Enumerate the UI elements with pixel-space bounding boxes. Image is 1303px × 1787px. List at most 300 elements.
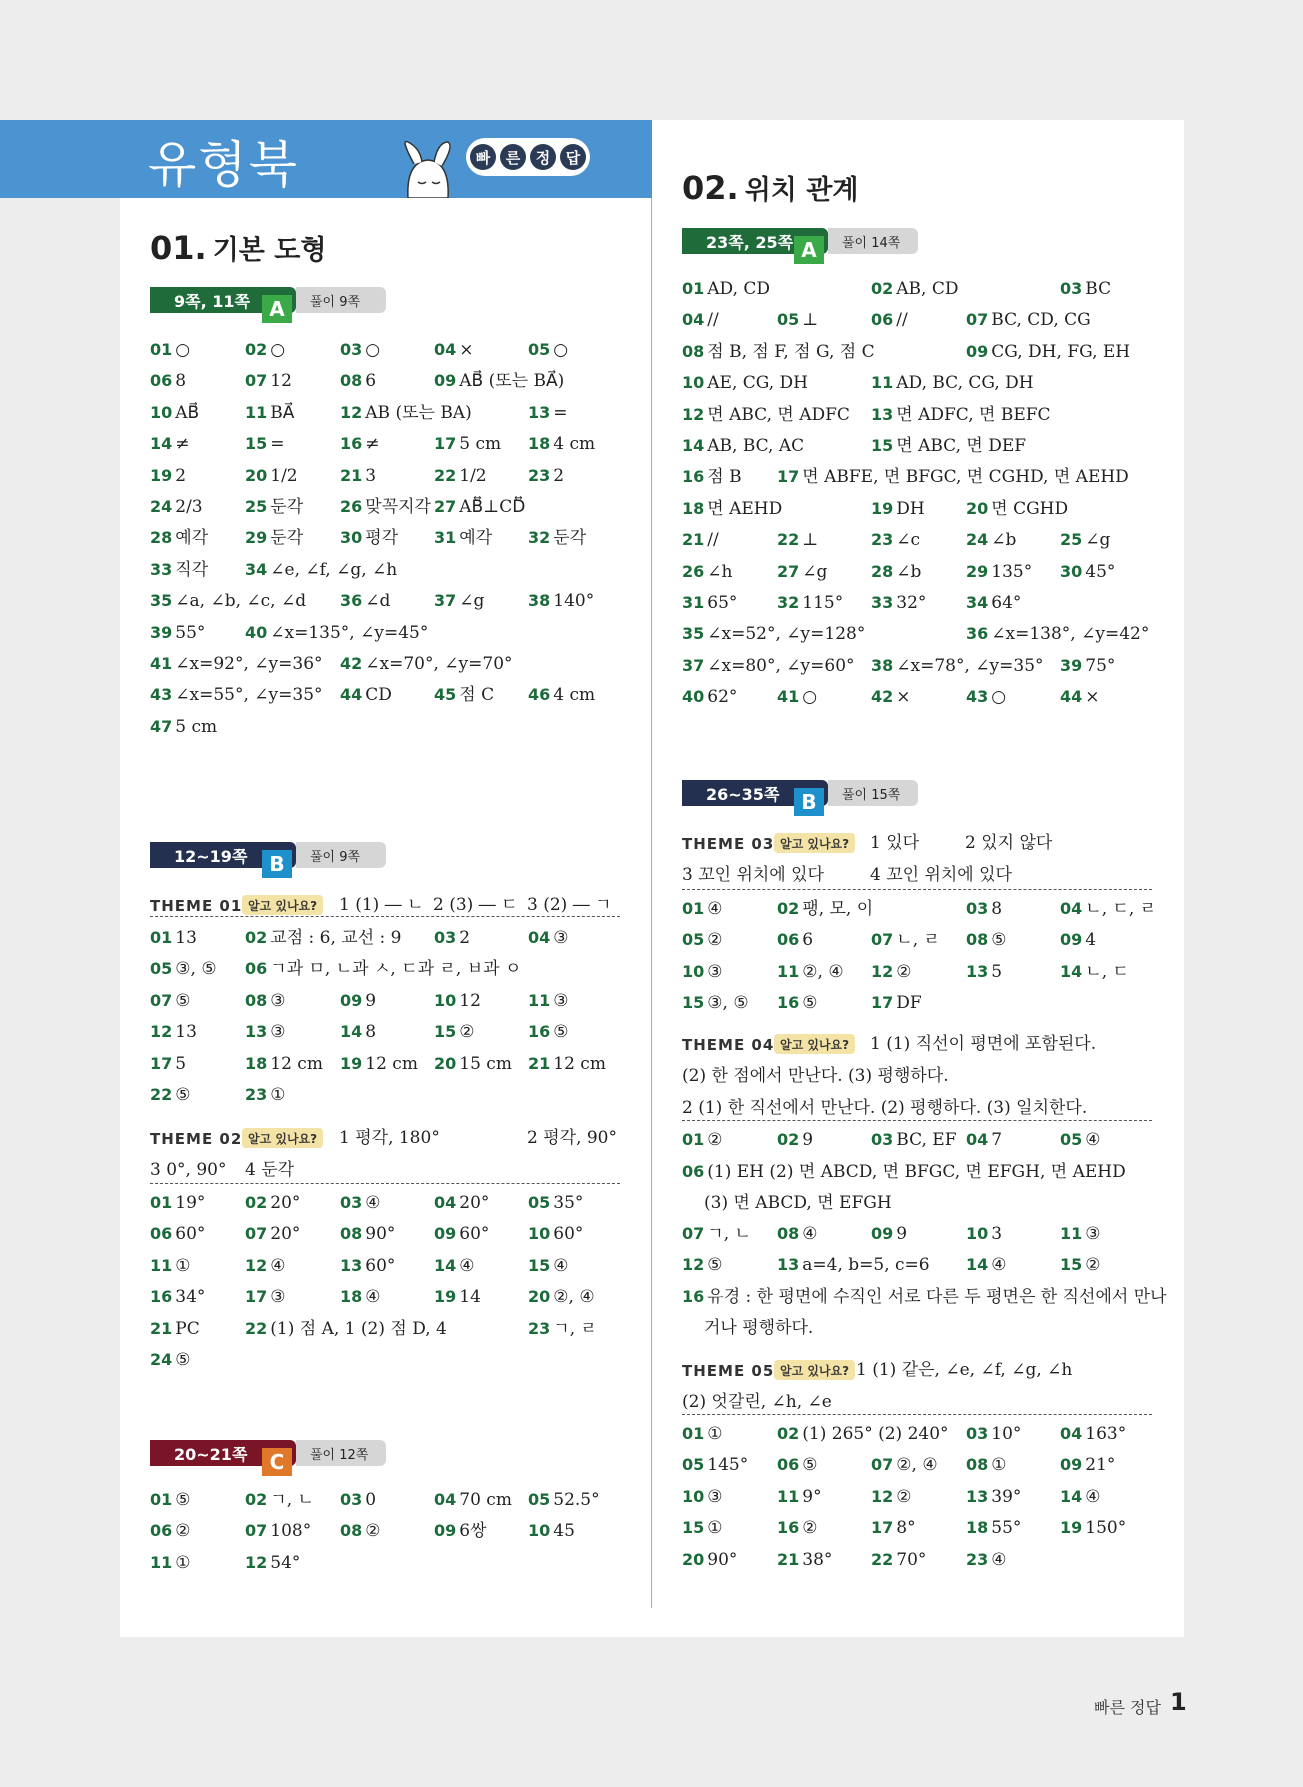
answer-value: (1) EH (2) 면 ABCD, 면 BFGC, 면 EFGH, 면 AEHD — [707, 1162, 1126, 1182]
answer-number: 15 — [682, 993, 705, 1013]
answer-item — [966, 593, 1021, 613]
answer-number: 22 — [245, 1318, 268, 1338]
answer-value: ∠x=80°, ∠y=60° — [707, 655, 855, 676]
answer-number: 02 — [245, 340, 268, 359]
answer-value: 12 — [459, 990, 481, 1011]
answer-number: 10 — [528, 1521, 551, 1541]
answer-value: 9° — [802, 1486, 822, 1507]
answer-value: 팽, 모, 이 — [802, 899, 874, 919]
answer-number: 02 — [245, 1490, 268, 1509]
answer-value: = — [270, 434, 285, 455]
answer-value: ○ — [553, 340, 569, 360]
answer-number: 13 — [966, 961, 989, 981]
answer-number: 04 — [434, 340, 457, 359]
answer-item — [966, 1130, 1002, 1150]
answer-value: 54° — [270, 1552, 301, 1573]
answer-number: 47 — [150, 716, 173, 736]
answer-item — [682, 373, 808, 393]
answer-value: ② — [896, 1486, 912, 1507]
answer-item — [966, 930, 1007, 950]
answer-value: ④ — [1085, 1486, 1101, 1507]
answer-number: 12 — [682, 1255, 705, 1275]
answer-value: 유경 : 한 평면에 수직인 서로 다른 두 평면은 한 직선에서 만나 — [707, 1287, 1167, 1307]
answer-item — [1060, 562, 1115, 582]
answer-item — [777, 930, 813, 950]
answer-number: 15 — [528, 1255, 551, 1275]
answer-value: ∠c — [896, 530, 921, 551]
answer-value: 예각 — [175, 528, 209, 549]
answer-item — [340, 403, 472, 423]
answer-value: // — [896, 310, 908, 331]
dashed-divider — [682, 1120, 1152, 1121]
answer-number: 07 — [245, 371, 268, 391]
answer-item — [528, 466, 564, 486]
answer-value: 맞꼭지각 — [365, 497, 431, 517]
answer-number: 19 — [871, 498, 894, 518]
answer-item — [150, 1319, 200, 1339]
theme-answer: 3 (2) ― ㄱ — [527, 895, 612, 915]
answer-value: BC, EF — [896, 1130, 957, 1150]
answer-number: 13 — [245, 1022, 268, 1042]
section-header — [150, 287, 390, 321]
answer-value: 면 ABC, 면 ADFC — [707, 404, 850, 425]
answer-number: 16 — [777, 993, 800, 1013]
answer-item — [777, 467, 1129, 487]
answer-item — [682, 279, 770, 299]
answer-number: 10 — [966, 1224, 989, 1243]
answer-item — [1060, 530, 1110, 550]
answer-item — [871, 279, 958, 299]
answer-item — [528, 928, 569, 948]
badge-char: 답 — [560, 144, 586, 170]
answer-value: 21° — [1085, 1455, 1116, 1476]
answer-number: 38 — [871, 655, 894, 675]
answer-number: 14 — [434, 1255, 457, 1275]
answer-number: 08 — [340, 1224, 363, 1244]
answer-number: 36 — [340, 591, 363, 611]
answer-value: ⑤ — [175, 990, 191, 1011]
answer-item — [871, 530, 920, 550]
answer-value: ⑤ — [707, 1255, 723, 1276]
answer-number: 01 — [682, 899, 705, 918]
answer-number: 19 — [150, 465, 173, 485]
answer-value: ⊥ — [802, 310, 819, 331]
answer-item — [871, 436, 1026, 456]
answer-number: 42 — [340, 654, 363, 673]
answer-item — [340, 591, 390, 611]
answer-number: 04 — [1060, 899, 1083, 918]
answer-item — [682, 530, 719, 550]
answer-item — [966, 1455, 1007, 1475]
answer-value: 39° — [991, 1486, 1022, 1507]
answer-item — [682, 1550, 737, 1570]
answer-value: AD, BC, CG, DH — [896, 373, 1034, 394]
answer-number: 11 — [150, 1552, 173, 1572]
answer-value: 9 — [896, 1224, 908, 1244]
answer-number: 03 — [434, 928, 457, 947]
column-divider — [651, 198, 652, 1608]
answer-number: 05 — [682, 930, 705, 950]
answer-item — [340, 497, 431, 517]
know-tag: 알고 있나요? — [242, 895, 323, 915]
answer-value: 13 — [175, 1022, 197, 1043]
answer-number: 13 — [340, 1255, 363, 1275]
answer-value: 면 CGHD — [991, 498, 1069, 519]
know-tag: 알고 있나요? — [774, 1360, 855, 1380]
section-pages: 26~35쪽 — [682, 780, 828, 806]
answer-value: 5 cm — [459, 434, 502, 455]
answer-item — [434, 434, 501, 454]
answer-value: 62° — [707, 687, 738, 708]
answer-value: ① — [270, 1085, 286, 1105]
answer-item — [777, 1255, 930, 1275]
answer-item — [871, 1550, 926, 1570]
answer-item — [434, 1224, 489, 1244]
answer-value: 5 — [991, 961, 1003, 982]
answer-item — [245, 1054, 323, 1074]
answer-number: 39 — [1060, 655, 1083, 675]
answer-item — [340, 654, 513, 674]
theme-answer: 2 (3) ― ㄷ — [433, 895, 518, 915]
answer-number: 08 — [966, 1455, 989, 1475]
answer-value: CG, DH, FG, EH — [991, 341, 1131, 362]
section-header — [150, 842, 390, 876]
answer-value: 34° — [175, 1287, 206, 1308]
answer-value: ① — [707, 1518, 723, 1539]
answer-item — [966, 687, 1006, 707]
answer-value: 2 — [553, 465, 565, 486]
answer-item — [871, 962, 912, 982]
answer-number: 18 — [245, 1053, 268, 1073]
dashed-divider — [682, 1414, 1152, 1415]
answer-number: 19 — [1060, 1518, 1083, 1538]
theme-answer: 3 꼬인 위치에 있다 — [682, 865, 824, 885]
answer-value: ④ — [991, 1549, 1007, 1570]
answer-value: ∠b — [896, 561, 922, 582]
answer-value: ∠x=78°, ∠y=35° — [896, 655, 1044, 676]
answer-item — [682, 436, 804, 456]
answer-item — [150, 528, 208, 548]
answer-number: 10 — [682, 1486, 705, 1506]
answer-number: 09 — [966, 341, 989, 361]
answer-number: 34 — [245, 559, 268, 579]
answer-item — [1060, 1487, 1101, 1507]
answer-number: 12 — [245, 1552, 268, 1572]
chapter-number: 02. — [682, 169, 739, 207]
answer-value: ∠x=138°, ∠y=42° — [991, 624, 1150, 645]
answer-number: 06 — [245, 959, 268, 979]
answer-number: 04 — [966, 1130, 989, 1149]
answer-item — [777, 310, 818, 330]
answer-number: 20 — [966, 498, 989, 518]
answer-value: ③ — [707, 961, 723, 982]
book-title: 유형북 — [148, 136, 299, 194]
theme-label: THEME 02 — [150, 1130, 243, 1148]
answer-value: 8 — [365, 1022, 377, 1043]
answer-number: 37 — [682, 655, 705, 675]
answer-number: 06 — [777, 930, 800, 950]
answer-value: ② — [1085, 1255, 1101, 1276]
answer-number: 11 — [528, 990, 551, 1010]
answer-number: 10 — [682, 373, 705, 393]
answer-value: // — [707, 530, 719, 551]
answer-value: ⑤ — [991, 930, 1007, 951]
answer-item — [682, 1224, 751, 1244]
answer-item — [340, 1490, 376, 1510]
answer-value: ② — [802, 1518, 818, 1539]
answer-value: ≠ — [175, 434, 190, 455]
answer-number: 27 — [434, 497, 457, 516]
answer-item — [150, 991, 191, 1011]
answer-value: 4 cm — [553, 434, 596, 455]
answer-value: ② — [365, 1521, 381, 1542]
answer-item — [966, 1424, 1021, 1444]
answer-number: 46 — [528, 685, 551, 705]
answer-number: 18 — [340, 1287, 363, 1307]
answer-item — [528, 1319, 597, 1339]
answer-item — [150, 959, 217, 979]
answer-item — [150, 623, 205, 643]
answer-number: 05 — [150, 959, 173, 979]
answer-value: ③ — [553, 928, 569, 948]
answer-item — [871, 1455, 938, 1475]
answer-item — [682, 930, 723, 950]
answer-number: 17 — [245, 1287, 268, 1307]
answer-value: ② — [707, 930, 723, 951]
answer-value: 3 — [365, 465, 377, 486]
answer-item — [434, 528, 492, 548]
answer-number: 06 — [150, 371, 173, 391]
answer-number: 43 — [150, 685, 173, 705]
answer-value: ②, ④ — [896, 1455, 938, 1476]
answer-value: // — [707, 310, 719, 331]
answer-value: ㄴ, ㄹ — [896, 930, 940, 951]
answer-item — [682, 1130, 723, 1150]
answer-number: 04 — [682, 310, 705, 330]
answer-number: 15 — [682, 1518, 705, 1538]
dashed-divider — [150, 1183, 620, 1184]
rabbit-mascot-icon — [378, 140, 478, 198]
answer-item — [245, 623, 428, 643]
answer-number: 22 — [777, 530, 800, 550]
answer-value: ∠x=52°, ∠y=128° — [707, 624, 866, 645]
theme-answer: 2 있지 않다 — [965, 833, 1053, 853]
answer-item — [340, 340, 380, 360]
answer-item — [245, 1085, 286, 1105]
answer-number: 27 — [777, 561, 800, 581]
know-tag: 알고 있나요? — [242, 1128, 323, 1148]
answer-number: 12 — [245, 1255, 268, 1275]
answer-value: 20° — [459, 1193, 490, 1213]
answer-value: 면 ABC, 면 DEF — [896, 436, 1027, 456]
answer-item — [340, 1521, 381, 1541]
answer-item — [528, 528, 586, 548]
answer-value: ∠e, ∠f, ∠g, ∠h — [270, 559, 398, 580]
answer-value: AB⃗ — [175, 402, 200, 423]
answer-item — [150, 371, 186, 391]
answer-item — [150, 434, 190, 454]
answer-value: ③ — [270, 1287, 286, 1308]
answer-item — [340, 685, 392, 705]
answer-item — [966, 1255, 1007, 1275]
answer-value: ∠x=70°, ∠y=70° — [365, 654, 513, 674]
answer-number: 32 — [777, 593, 800, 612]
answer-value: ∠x=135°, ∠y=45° — [270, 622, 429, 643]
answer-item — [150, 591, 306, 611]
answer-item — [340, 371, 376, 391]
theme-label: THEME 01 — [150, 897, 243, 915]
answer-number: 12 — [682, 404, 705, 424]
answer-value: ④ — [802, 1224, 818, 1244]
answer-number: 43 — [966, 687, 989, 707]
answer-value: 면 ADFC, 면 BEFC — [896, 404, 1051, 425]
chapter-name: 위치 관계 — [744, 175, 859, 206]
answer-number: 14 — [1060, 1486, 1083, 1506]
answer-number: 11 — [1060, 1224, 1083, 1243]
answer-number: 15 — [245, 434, 268, 454]
answer-number: 23 — [528, 465, 551, 485]
answer-item — [150, 1224, 205, 1244]
theme-label: THEME 04 — [682, 1036, 775, 1054]
answer-number: 18 — [528, 434, 551, 454]
answer-item — [245, 1521, 311, 1541]
answer-item — [528, 1022, 569, 1042]
answer-value: 6 — [802, 930, 814, 951]
answer-number: 15 — [871, 436, 894, 455]
answer-number: 19 — [340, 1053, 363, 1073]
answer-number: 23 — [528, 1318, 551, 1338]
answer-number: 03 — [340, 1193, 363, 1212]
answer-value: 점 B — [707, 467, 742, 488]
answer-number: 39 — [150, 622, 173, 642]
answer-number: 18 — [682, 498, 705, 518]
answer-number: 06 — [777, 1455, 800, 1475]
answer-item — [434, 591, 484, 611]
answer-value: AB⃗ (또는 BA⃗) — [459, 371, 565, 392]
answer-item — [777, 1424, 949, 1444]
answer-item — [528, 403, 568, 423]
answer-item — [150, 1054, 186, 1074]
answer-item — [528, 591, 594, 611]
answer-value: 65° — [707, 593, 738, 613]
answer-item — [966, 310, 1091, 330]
answer-value: × — [1085, 687, 1100, 708]
answer-value: 108° — [270, 1521, 312, 1542]
answer-item — [1060, 1455, 1115, 1475]
answer-item — [340, 434, 380, 454]
answer-number: 40 — [682, 687, 705, 707]
answer-item — [245, 1490, 314, 1510]
answer-number: 12 — [871, 1486, 894, 1506]
answer-value: ⊥ — [802, 530, 819, 551]
dashed-divider — [682, 889, 1152, 890]
solution-page-ref: 풀이 15쪽 — [828, 780, 918, 806]
answer-number: 24 — [150, 497, 173, 516]
answer-value: 둔각 — [270, 528, 304, 549]
answer-number: 23 — [245, 1085, 268, 1104]
answer-item — [1060, 1424, 1126, 1444]
answer-number: 13 — [966, 1486, 989, 1506]
answer-number: 14 — [1060, 961, 1083, 981]
answer-number: 44 — [1060, 687, 1083, 707]
answer-number: 16 — [150, 1287, 173, 1307]
answer-item — [777, 1224, 818, 1244]
answer-number: 24 — [966, 530, 989, 550]
answer-value: ④ — [459, 1255, 475, 1276]
answer-value: × — [896, 687, 911, 708]
answer-item — [682, 467, 742, 487]
answer-value: ③ — [270, 1022, 286, 1043]
answer-value: 163° — [1085, 1424, 1127, 1444]
answer-item — [528, 991, 569, 1011]
answer-number: 17 — [150, 1053, 173, 1073]
answer-item — [340, 991, 376, 1011]
answer-item — [966, 624, 1149, 644]
answer-item — [871, 993, 922, 1013]
answer-item — [340, 1224, 395, 1244]
answer-number: 02 — [777, 899, 800, 918]
answer-number: 17 — [777, 467, 800, 487]
answer-value: 3 — [991, 1224, 1003, 1244]
answer-value: 1/2 — [270, 465, 298, 486]
answer-item — [434, 1256, 475, 1276]
answer-item — [340, 1256, 395, 1276]
answer-item — [150, 560, 208, 580]
answer-number: 44 — [340, 685, 363, 705]
answer-item — [245, 528, 303, 548]
answer-value: ○ — [991, 687, 1007, 708]
answer-item — [777, 1550, 832, 1570]
answer-number: 21 — [528, 1053, 551, 1073]
answer-value: 교점 : 6, 교선 : 9 — [270, 928, 402, 948]
answer-number: 14 — [150, 434, 173, 454]
answer-item — [871, 1518, 916, 1538]
answer-value: 90° — [707, 1549, 738, 1570]
answer-number: 07 — [245, 1224, 268, 1244]
answer-number: 03 — [340, 1490, 363, 1509]
answer-number: 16 — [528, 1022, 551, 1042]
section-header — [682, 780, 922, 814]
section-pages: 12~19쪽 — [150, 842, 296, 868]
answer-number: 41 — [777, 687, 800, 707]
answer-number: 07 — [871, 930, 894, 950]
answer-number: 20 — [528, 1287, 551, 1307]
answer-number: 05 — [1060, 1130, 1083, 1149]
answer-number: 10 — [150, 402, 173, 422]
answer-value: 점 C — [459, 685, 495, 706]
answer-value: 55° — [175, 622, 206, 643]
answer-item — [1060, 1130, 1101, 1150]
page-number: 1 — [1170, 1688, 1187, 1716]
chapter-number: 01. — [150, 229, 207, 267]
answer-item — [340, 1193, 381, 1213]
answer-number: 01 — [150, 1490, 173, 1509]
answer-value: 둔각 — [553, 528, 587, 549]
answer-number: 04 — [1060, 1424, 1083, 1443]
answer-number: 29 — [966, 561, 989, 581]
theme-answer: 1 (1) 같은, ∠e, ∠f, ∠g, ∠h — [856, 1360, 1073, 1380]
answer-item — [340, 1287, 381, 1307]
answer-number: 05 — [682, 1455, 705, 1475]
answer-item — [682, 562, 732, 582]
answer-continuation: 거나 평행하다. — [704, 1318, 814, 1338]
answer-number: 01 — [682, 1424, 705, 1443]
answer-number: 14 — [682, 436, 705, 455]
answer-value: CD — [365, 685, 392, 706]
answer-value: 점 B, 점 F, 점 G, 점 C — [707, 341, 875, 362]
answer-value: 10° — [991, 1424, 1022, 1444]
quick-answer-badge — [466, 138, 590, 176]
